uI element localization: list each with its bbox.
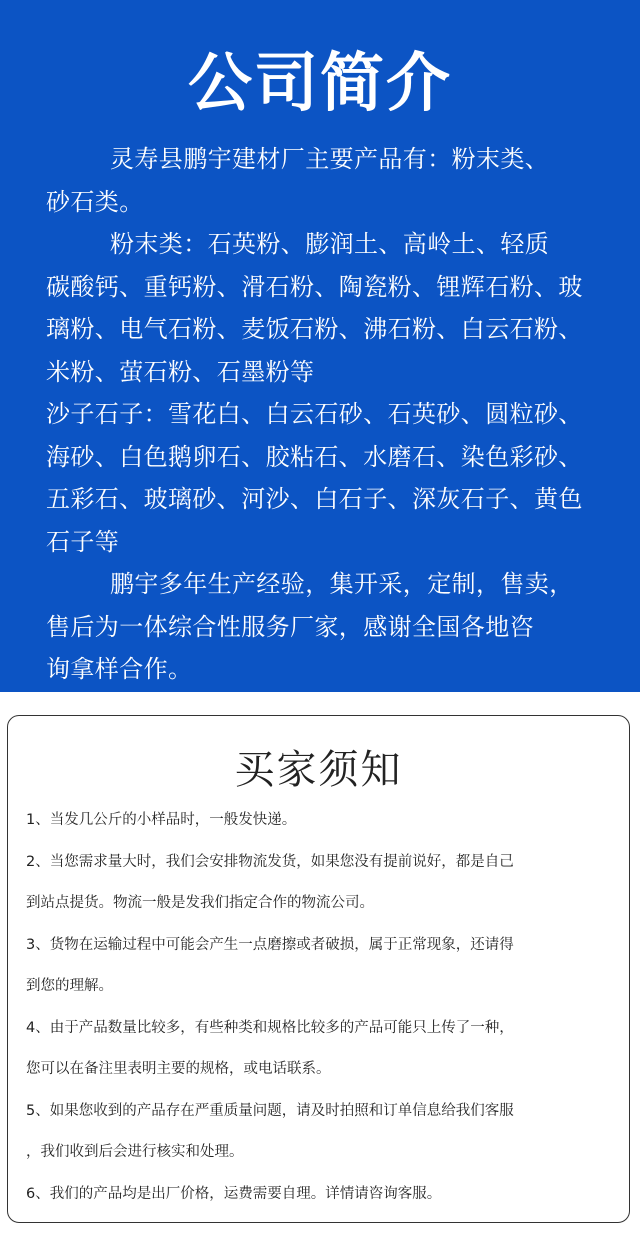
intro-line: 询拿样合作。	[46, 655, 193, 683]
intro-line: 灵寿县鹏宇建材厂主要产品有：粉末类、	[110, 145, 550, 173]
intro-paragraph-products	[46, 138, 602, 223]
notice-item	[26, 1174, 616, 1216]
notice-line: 4、由于产品数量比较多，有些种类和规格比较多的产品可能只上传了一种，	[26, 1019, 514, 1036]
intro-line: 五彩石、玻璃砂、河沙、白石子、深灰石子、黄色	[46, 485, 583, 513]
buyer-notice-list	[26, 800, 616, 1215]
intro-line: 鹏宇多年生产经验，集开采，定制，售卖，	[110, 570, 574, 598]
notice-item	[26, 1008, 616, 1091]
notice-line: 您可以在备注里表明主要的规格，或电话联系。	[26, 1061, 331, 1077]
intro-paragraph-experience	[46, 563, 602, 691]
notice-line: 6、我们的产品均是出厂价格，运费需要自理。详情请咨询客服。	[26, 1185, 442, 1202]
notice-line: 到站点提货。物流一般是发我们指定合作的物流公司。	[26, 895, 374, 911]
intro-line: 砂石类。	[46, 187, 144, 216]
notice-line: 3、货物在运输过程中可能会产生一点磨擦或者破损，属于正常现象，还请得	[26, 936, 514, 953]
notice-item	[26, 925, 616, 1008]
intro-line: 璃粉、电气石粉、麦饭石粉、沸石粉、白云石粉、	[46, 315, 583, 343]
notice-line: 1、当发几公斤的小样品时，一般发快递。	[26, 812, 297, 828]
intro-line: 沙子石子：雪花白、白云石砂、石英砂、圆粒砂、	[46, 400, 583, 428]
intro-paragraph-powders	[46, 223, 602, 393]
notice-line: 5、如果您收到的产品存在严重质量问题，请及时拍照和订单信息给我们客服	[26, 1102, 514, 1119]
company-intro-body	[46, 138, 602, 691]
intro-line: 粉末类：石英粉、膨润土、高岭土、轻质	[110, 230, 550, 258]
company-intro-title: 公司简介	[188, 47, 452, 121]
notice-item	[26, 842, 616, 925]
intro-line: 石子等	[46, 527, 120, 556]
intro-line: 碳酸钙、重钙粉、滑石粉、陶瓷粉、锂辉石粉、玻	[46, 272, 583, 301]
buyer-notice-title: 买家须知	[234, 747, 403, 793]
intro-line: 售后为一体综合性服务厂家，感谢全国各地咨	[46, 612, 534, 641]
buyer-notice-card	[7, 715, 630, 1223]
notice-line: ，我们收到后会进行核实和处理。	[26, 1144, 244, 1160]
intro-line: 米粉、萤石粉、石墨粉等	[46, 357, 315, 386]
intro-paragraph-sand-gravel	[46, 393, 602, 563]
notice-line: 2、当您需求量大时，我们会安排物流发货，如果您没有提前说好，都是自己	[26, 853, 514, 870]
intro-line: 海砂、白色鹅卵石、胶粘石、水磨石、染色彩砂、	[46, 442, 583, 471]
notice-item	[26, 800, 616, 842]
notice-item	[26, 1091, 616, 1174]
notice-line: 到您的理解。	[26, 978, 113, 994]
